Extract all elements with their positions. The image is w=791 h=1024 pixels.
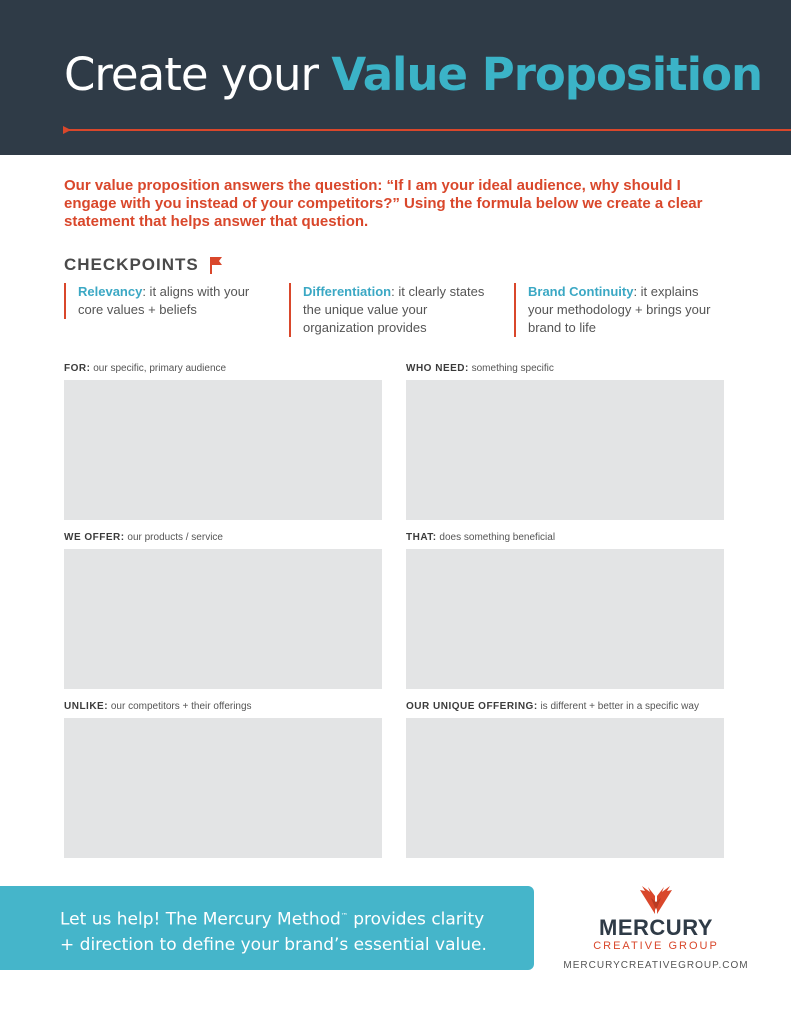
page-title [64, 48, 763, 101]
checkpoint-title: Relevancy [78, 284, 143, 299]
checkpoint-title: Brand Continuity [528, 284, 634, 299]
checkpoint-title: Differentiation [303, 284, 392, 299]
checkpoint-brand-continuity [514, 283, 714, 337]
field-label-unlike: UNLIKE: our competitors + their offerings [64, 701, 252, 712]
field-label-we-offer: WE OFFER: our products / service [64, 532, 223, 543]
wings-icon [636, 886, 676, 916]
field-label-who-need: WHO NEED: something specific [406, 363, 554, 374]
checkpoint-text: : it aligns with your core values + beliefs [78, 284, 250, 317]
trademark-mark: ™ [340, 912, 348, 920]
company-logo[interactable] [556, 886, 756, 971]
title-prefix: Create your [64, 48, 319, 101]
field-box-we-offer[interactable] [64, 549, 382, 689]
checkpoint-relevancy [64, 283, 264, 319]
cta-banner[interactable] [0, 886, 534, 970]
field-box-unlike[interactable] [64, 718, 382, 858]
title-accent: Value Proposition [331, 48, 763, 101]
cta-line-2: + direction to define your brand’s essential value. [60, 934, 487, 955]
checkpoints-heading-label: CHECKPOINTS [64, 255, 199, 274]
checkpoint-differentiation [289, 283, 489, 337]
intro-text: Our value proposition answers the question: “If I am your ideal audience, why should I engage with you instead of your competitors?” Using the formula below we create a clear statement that helps answer that question. [64, 177, 703, 230]
flag-icon [209, 256, 223, 274]
logo-name: MERCURY [599, 915, 713, 940]
header-divider [64, 129, 791, 131]
cta-line-1: Let us help! The Mercury Method™ provides clarity [60, 909, 485, 930]
field-box-for[interactable] [64, 380, 382, 520]
field-label-that: THAT: does something beneficial [406, 532, 556, 543]
header-banner [0, 0, 791, 155]
logo-subtitle: CREATIVE GROUP [593, 940, 719, 952]
field-box-who-need[interactable] [406, 380, 724, 520]
field-label-for: FOR: our specific, primary audience [64, 363, 227, 374]
checkpoints-heading [64, 255, 223, 275]
field-box-that[interactable] [406, 549, 724, 689]
field-label-unique-offering: OUR UNIQUE OFFERING: is different + better in a specific way [406, 701, 699, 712]
website-url[interactable]: MERCURYCREATIVEGROUP.COM [563, 960, 749, 971]
field-box-unique-offering[interactable] [406, 718, 724, 858]
checkpoint-text: : it clearly states the unique value your organization provides [303, 284, 485, 335]
checkpoint-text: : it explains your methodology + brings your brand to life [528, 284, 711, 335]
